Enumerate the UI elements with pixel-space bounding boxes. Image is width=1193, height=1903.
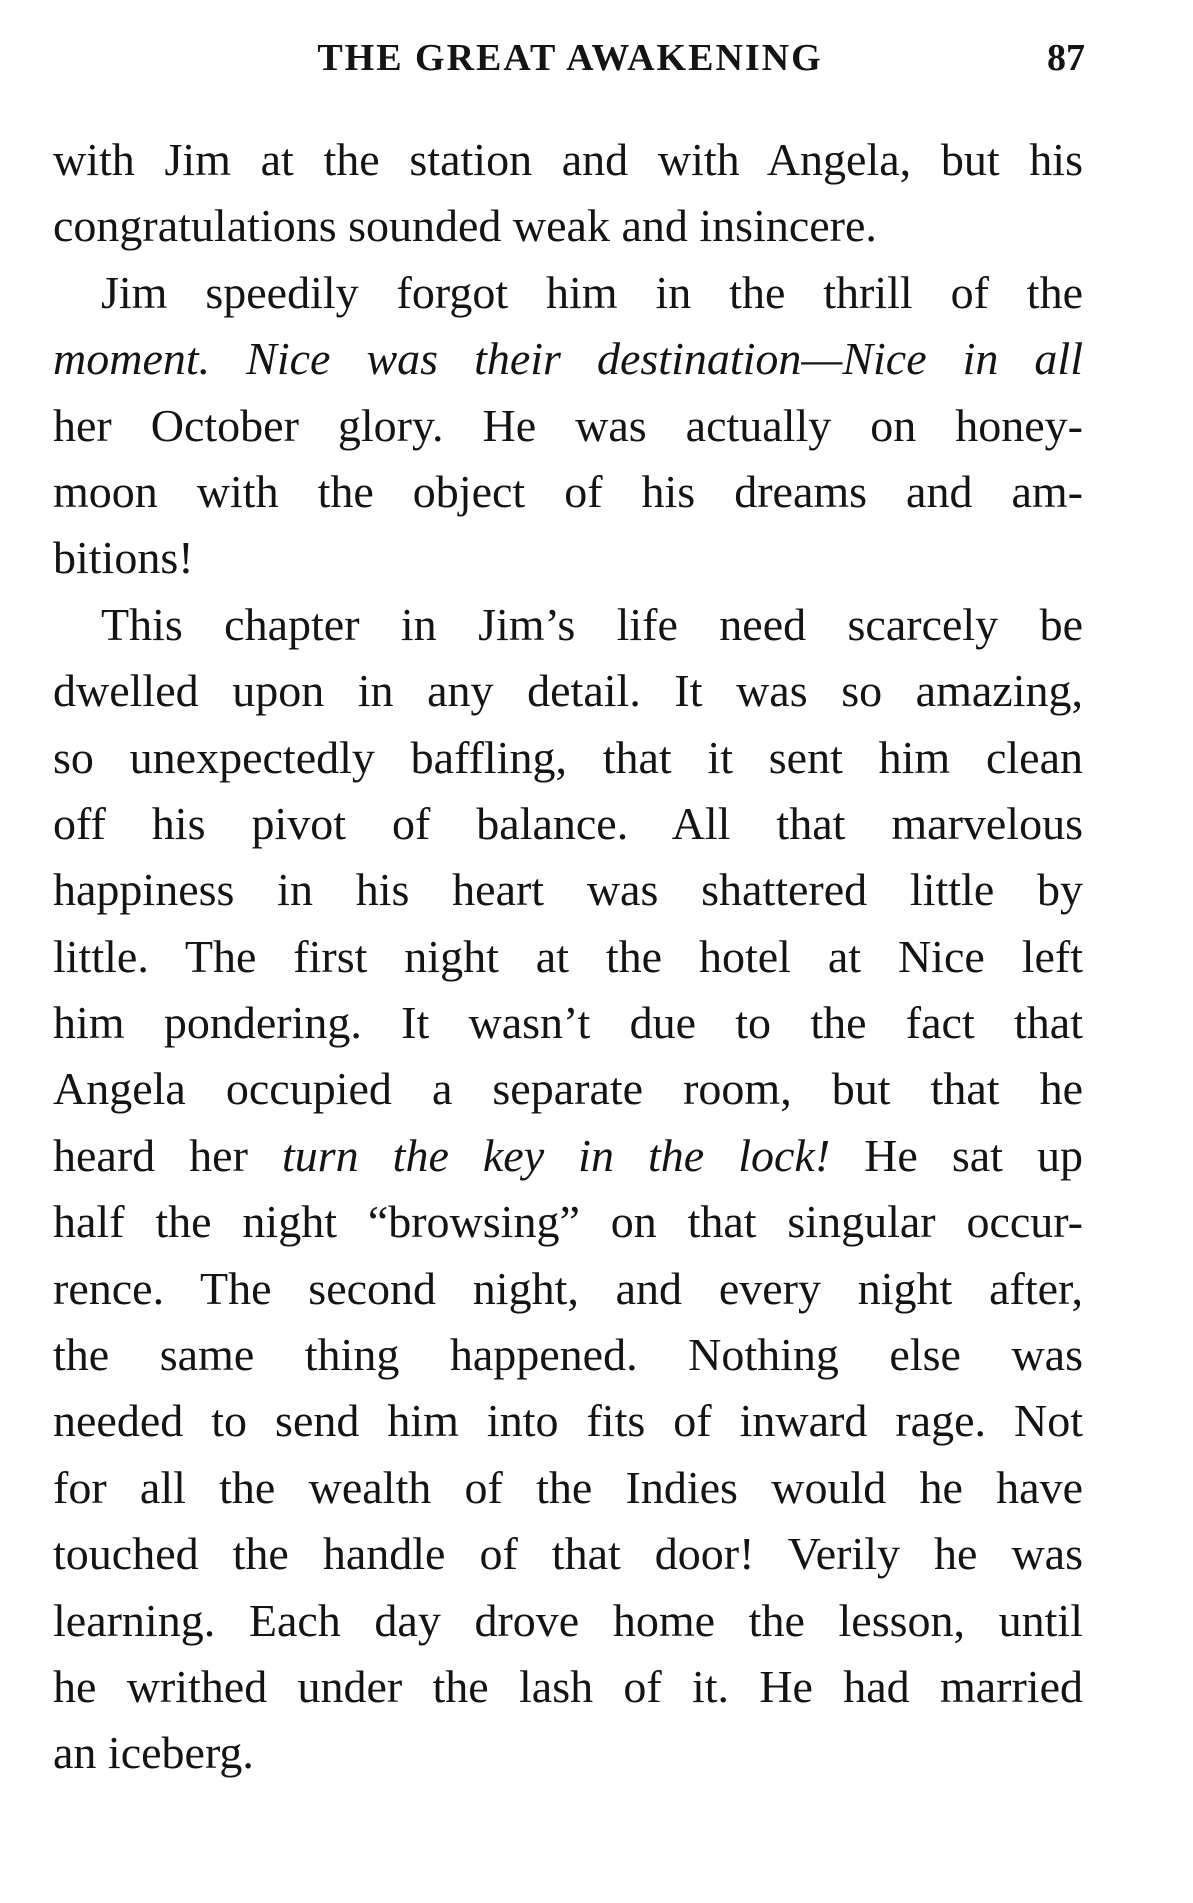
text-line: moon with the object of his dreams and am- — [53, 465, 1083, 517]
text-line: for all the wealth of the Indies would he have — [53, 1461, 1083, 1513]
text-line: her October glory. He was actually on honey- — [53, 399, 1083, 451]
text-line: the same thing happened. Nothing else was — [53, 1329, 1083, 1381]
text-line: he writhed under the lash of it. He had married — [53, 1660, 1083, 1712]
text-line: learning. Each day drove home the lesson, until — [53, 1594, 1083, 1646]
text-line: This chapter in Jim’s life need scarcely be — [101, 598, 1083, 650]
text-line: Angela occupied a separate room, but that he — [53, 1063, 1083, 1115]
text-line: Jim speedily forgot him in the thrill of the — [101, 266, 1083, 318]
page-number: 87 — [1047, 37, 1085, 79]
running-head — [55, 36, 1085, 92]
body-text — [53, 127, 1083, 1787]
text-line: needed to send him into fits of inward rage. Not — [53, 1395, 1083, 1447]
text-line — [53, 1123, 1083, 1189]
text-line: congratulations sounded weak and insincere. — [53, 200, 877, 252]
text-line: half the night “browsing” on that singular occur- — [53, 1196, 1083, 1248]
text-line — [53, 326, 1083, 392]
text-line: rence. The second night, and every night after, — [53, 1262, 1083, 1314]
text-line: happiness in his heart was shattered little by — [53, 864, 1083, 916]
text-line: little. The first night at the hotel at Nice left — [53, 930, 1083, 982]
text-line: with Jim at the station and with Angela, but his — [53, 134, 1083, 185]
text-line: him pondering. It wasn’t due to the fact that — [53, 997, 1083, 1049]
text-segment: heard her — [53, 1129, 248, 1181]
text-line: so unexpectedly baffling, that it sent him clean — [53, 731, 1083, 783]
text-line: dwelled upon in any detail. It was so amazing, — [53, 665, 1083, 717]
text-line: an iceberg. — [53, 1727, 254, 1779]
text-line: off his pivot of balance. All that marvelous — [53, 797, 1083, 849]
text-segment: He sat up — [864, 1129, 1083, 1181]
text-line: touched the handle of that door! Verily he was — [53, 1528, 1083, 1580]
italic-text: turn the key in the lock! — [281, 1129, 831, 1181]
running-title: THE GREAT AWAKENING — [317, 37, 823, 79]
text-line: bitions! — [53, 532, 194, 584]
italic-text: moment. Nice was their destination—Nice in all — [53, 333, 1083, 385]
